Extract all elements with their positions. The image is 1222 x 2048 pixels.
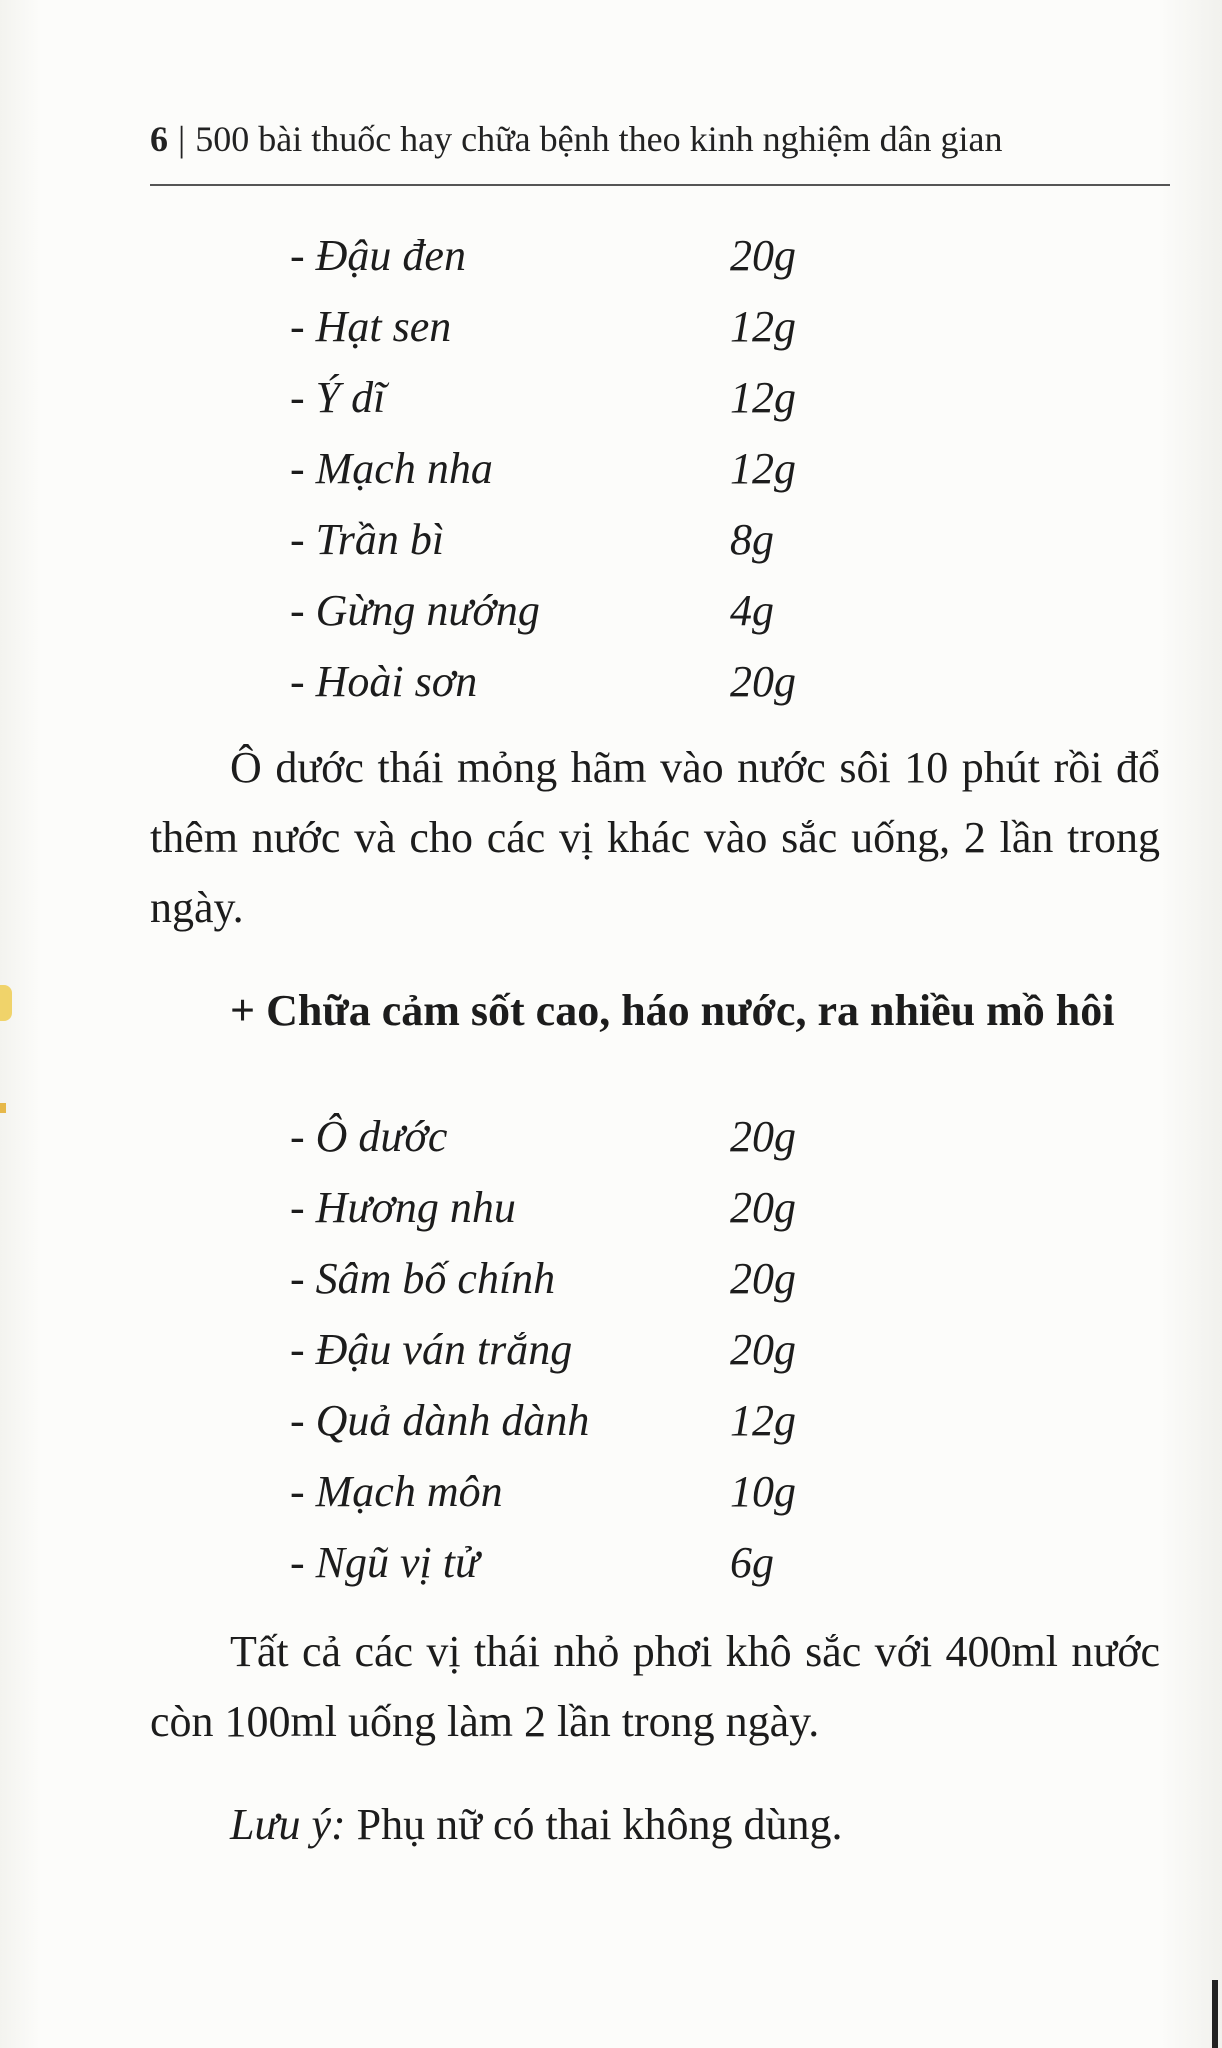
ingredient-name: - Hạt sen xyxy=(290,302,452,351)
ingredient-quantity: 20g xyxy=(730,1183,796,1232)
ingredient-name: - Hoài sơn xyxy=(290,657,478,706)
ingredient-name: - Mạch môn xyxy=(290,1467,503,1516)
ingredient-quantity: 20g xyxy=(730,1254,796,1303)
header-separator: | xyxy=(178,119,186,159)
ingredient-quantity: 12g xyxy=(730,373,796,422)
ingredient-name: - Gừng nướng xyxy=(290,586,540,635)
ingredient-quantity: 8g xyxy=(730,515,774,564)
ingredient-quantity: 10g xyxy=(730,1467,796,1516)
ingredient-quantity: 12g xyxy=(730,444,796,493)
recipe-2-instructions: Tất cả các vị thái nhỏ phơi khô sắc với 400ml nước còn 100ml uống làm 2 lần trong ngày. xyxy=(150,1627,1160,1746)
header-rule xyxy=(150,184,1170,186)
note-text: Phụ nữ có thai không dùng. xyxy=(345,1800,843,1849)
ingredient-quantity: 20g xyxy=(730,231,796,280)
ingredient-quantity: 12g xyxy=(730,302,796,351)
ingredient-name: - Ngũ vị tử xyxy=(290,1538,479,1587)
ingredient-name: - Ô dước xyxy=(290,1112,448,1161)
ingredient-quantity: 20g xyxy=(730,657,796,706)
ingredient-name: - Quả dành dành xyxy=(290,1396,590,1445)
running-header xyxy=(150,118,1003,160)
note-label: Lưu ý: xyxy=(230,1800,346,1849)
ingredient-quantity: 6g xyxy=(730,1538,774,1587)
page-number: 6 xyxy=(150,119,168,159)
page-edge-highlight-small xyxy=(0,1103,6,1113)
ingredient-name: - Đậu đen xyxy=(290,231,466,280)
ingredient-quantity: 12g xyxy=(730,1396,796,1445)
book-title: 500 bài thuốc hay chữa bệnh theo kinh nghiệm dân gian xyxy=(195,119,1003,159)
ingredient-quantity: 4g xyxy=(730,586,774,635)
page-edge-shadow xyxy=(1212,1980,1218,2048)
recipe-1-instructions: Ô dước thái mỏng hãm vào nước sôi 10 phút rồi đổ thêm nước và cho các vị khác vào sắc uống, 2 lần trong ngày. xyxy=(150,743,1160,932)
ingredient-name: - Đậu ván trắng xyxy=(290,1325,573,1374)
ingredient-name: - Ý dĩ xyxy=(290,373,386,422)
ingredient-name: - Sâm bố chính xyxy=(290,1254,556,1303)
ingredient-name: - Mạch nha xyxy=(290,444,493,493)
recipe-2-heading: + Chữa cảm sốt cao, háo nước, ra nhiều mồ hôi xyxy=(230,986,1115,1035)
ingredient-name: - Trần bì xyxy=(290,515,445,564)
ingredient-name: - Hương nhu xyxy=(290,1183,516,1232)
recipe-2-note xyxy=(150,1790,1160,1860)
ingredient-quantity: 20g xyxy=(730,1112,796,1161)
page-edge-highlight xyxy=(0,985,12,1021)
ingredient-quantity: 20g xyxy=(730,1325,796,1374)
